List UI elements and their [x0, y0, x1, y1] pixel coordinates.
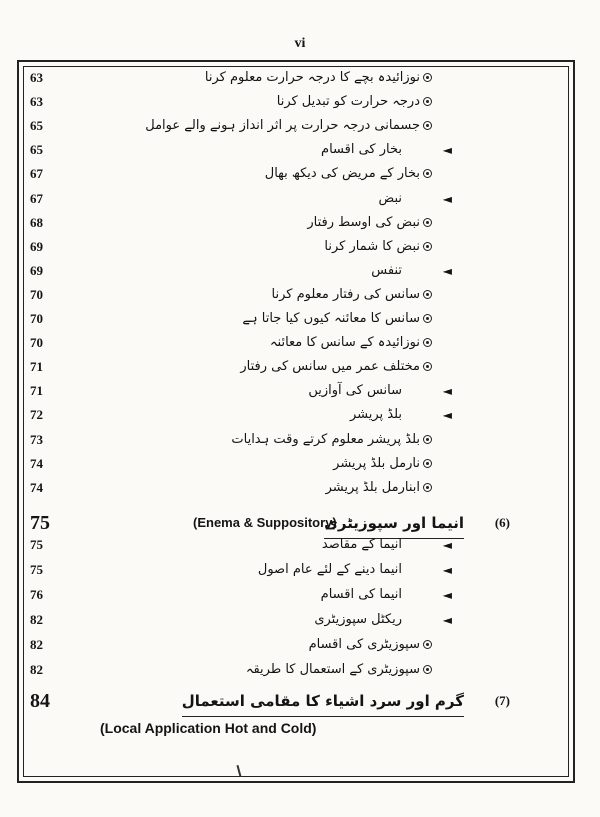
circle-bullet-icon	[423, 169, 432, 178]
circle-bullet-icon	[423, 435, 432, 444]
entry-label: نوزائیدہ بچے کا درجہ حرارت معلوم کرنا	[204, 70, 420, 85]
arrow-bullet-icon: ◄	[442, 263, 452, 278]
entry-page-number: 70	[30, 286, 43, 302]
circle-bullet-icon	[423, 314, 432, 323]
toc-entry[interactable]	[0, 533, 600, 557]
entry-text	[205, 66, 432, 90]
entry-page-number: 63	[30, 94, 43, 110]
entry-page-number: 82	[30, 612, 43, 627]
toc-entry[interactable]	[0, 138, 600, 162]
entry-text	[379, 187, 402, 211]
section-title-urdu: گرم اور سرد اشیاء کا مقامی استعمال	[182, 686, 464, 717]
toc-entry[interactable]	[0, 114, 600, 138]
entry-page-number: 71	[30, 383, 43, 399]
entry-label: انیما کی اقسام	[320, 587, 402, 602]
entry-text	[242, 307, 432, 331]
entry-page-number: 69	[30, 238, 43, 254]
arrow-bullet-icon: ◄	[442, 191, 452, 206]
entry-label: سانس کی آوازیں	[308, 383, 402, 399]
toc-entry[interactable]	[0, 235, 600, 259]
section-title-english: (Enema & Suppository)	[193, 515, 337, 530]
entry-page-number: 74	[30, 455, 43, 471]
circle-bullet-icon	[423, 218, 432, 227]
circle-bullet-icon	[423, 290, 432, 299]
toc-entry[interactable]	[0, 66, 600, 90]
circle-bullet-icon	[423, 338, 432, 347]
entry-text	[145, 114, 432, 138]
section-page-number: 75	[30, 512, 50, 534]
toc-entry[interactable]	[0, 331, 600, 355]
entry-text	[231, 428, 432, 452]
circle-bullet-icon	[423, 483, 432, 492]
entry-label: ریکٹل سپوزیٹری	[314, 612, 402, 627]
section-number: (6)	[494, 515, 510, 530]
entry-text	[309, 633, 432, 657]
entry-text	[322, 533, 402, 557]
entry-text	[314, 608, 402, 632]
toc-entry[interactable]	[0, 259, 600, 283]
toc-entry[interactable]	[0, 307, 600, 331]
circle-bullet-icon	[423, 97, 432, 106]
entry-label: مختلف عمر میں سانس کی رفتار	[240, 359, 420, 375]
entry-label: بخار کے مریض کی دیکھ بھال	[264, 166, 420, 182]
entry-page-number: 65	[30, 142, 43, 158]
section-7-heading[interactable]	[0, 686, 600, 716]
toc-entry[interactable]	[0, 187, 600, 211]
entry-page-number: 75	[30, 537, 43, 552]
section-title-english: (Local Application Hot and Cold)	[100, 720, 317, 736]
entry-text	[270, 331, 432, 355]
entry-page-number: 75	[30, 562, 43, 577]
entry-page-number: 76	[30, 587, 43, 602]
entry-text	[333, 452, 432, 476]
toc-entry[interactable]	[0, 379, 600, 403]
arrow-bullet-icon: ◄	[442, 143, 452, 158]
entry-label: بخار کی اقسام	[321, 142, 402, 158]
toc-entry[interactable]	[0, 558, 600, 582]
entry-page-number: 70	[30, 311, 43, 326]
entry-text	[350, 403, 402, 427]
entry-page-number: 65	[30, 118, 43, 134]
toc-entry[interactable]	[0, 283, 600, 307]
entry-text	[321, 138, 402, 162]
entry-text	[265, 162, 432, 186]
toc-entry[interactable]	[0, 211, 600, 235]
entry-page-number: 70	[30, 335, 43, 351]
entry-label: انیما کے مقاصد	[321, 537, 402, 552]
circle-bullet-icon	[423, 121, 432, 130]
entry-text	[307, 211, 432, 235]
section-number: (7)	[494, 693, 510, 708]
entry-page-number: 67	[30, 166, 43, 182]
circle-bullet-icon	[423, 665, 432, 674]
section-title-urdu: انیما اور سپوزیٹری	[324, 508, 464, 539]
entry-label: نبض کی اوسط رفتار	[307, 214, 420, 230]
entry-label: بلڈ پریشر معلوم کرتے وقت ہدایات	[231, 431, 420, 447]
entry-text	[326, 476, 432, 500]
entry-page-number: 74	[30, 479, 43, 495]
entry-label: درجہ حرارت کو تبدیل کرنا	[276, 94, 420, 110]
arrow-bullet-icon: ◄	[442, 588, 452, 602]
arrow-bullet-icon: ◄	[442, 613, 452, 627]
entry-page-number: 67	[30, 190, 43, 206]
toc-entry[interactable]	[0, 162, 600, 186]
entry-label: بلڈ پریشر	[349, 407, 402, 423]
entry-label: جسمانی درجہ حرارت پر اثر انداز ہونے والے عوامل	[145, 118, 420, 134]
entry-page-number: 63	[30, 70, 43, 85]
entry-text	[246, 658, 432, 682]
entry-label: نبض	[378, 190, 402, 206]
entry-text	[324, 235, 432, 259]
entry-page-number: 73	[30, 431, 43, 447]
section-page-number: 84	[30, 690, 50, 712]
toc-entry[interactable]	[0, 583, 600, 607]
toc-entry[interactable]	[0, 90, 600, 114]
entry-text	[277, 90, 432, 114]
entry-label: ابنارمل بلڈ پریشر	[325, 479, 420, 495]
toc-entry[interactable]	[0, 633, 600, 657]
toc-entry[interactable]	[0, 658, 600, 682]
entry-text	[272, 283, 433, 307]
circle-bullet-icon	[423, 640, 432, 649]
circle-bullet-icon	[423, 362, 432, 371]
entry-page-number: 68	[30, 214, 43, 230]
entry-label: تنفس	[371, 262, 402, 278]
toc-entry[interactable]	[0, 608, 600, 632]
entry-text	[308, 379, 402, 403]
toc-entry[interactable]	[0, 476, 600, 500]
entry-page-number: 72	[30, 407, 43, 423]
entry-page-number: 71	[30, 359, 43, 375]
entry-label: نوزائیدہ کے سانس کا معائنہ	[269, 335, 420, 351]
entry-text	[240, 355, 432, 379]
circle-bullet-icon	[423, 73, 432, 82]
toc-entry[interactable]	[0, 403, 600, 427]
entry-label: سپوزیٹری کے استعمال کا طریقہ	[245, 662, 420, 677]
page-number: vi	[294, 36, 306, 51]
arrow-bullet-icon: ◄	[442, 538, 452, 552]
arrow-bullet-icon: ◄	[442, 563, 452, 577]
entry-label: نبض کا شمار کرنا	[324, 238, 420, 254]
toc-entry[interactable]	[0, 355, 600, 379]
entry-label: سپوزیٹری کی اقسام	[308, 637, 420, 652]
toc-entry[interactable]	[0, 452, 600, 476]
entry-text	[258, 558, 402, 582]
entry-text	[321, 583, 402, 607]
toc-entry[interactable]	[0, 428, 600, 452]
arrow-bullet-icon: ◄	[442, 408, 452, 423]
entry-text	[371, 259, 402, 283]
entry-page-number: 82	[30, 637, 43, 652]
entry-page-number: 82	[30, 662, 43, 677]
entry-label: انیما دینے کے لئے عام اصول	[257, 562, 402, 577]
arrow-bullet-icon: ◄	[442, 384, 452, 399]
entry-page-number: 69	[30, 262, 43, 278]
entry-label: سانس کا معائنہ کیوں کیا جاتا ہے	[242, 311, 420, 326]
circle-bullet-icon	[423, 242, 432, 251]
entry-label: سانس کی رفتار معلوم کرنا	[271, 286, 420, 302]
circle-bullet-icon	[423, 459, 432, 468]
entry-label: نارمل بلڈ پریشر	[333, 455, 420, 471]
